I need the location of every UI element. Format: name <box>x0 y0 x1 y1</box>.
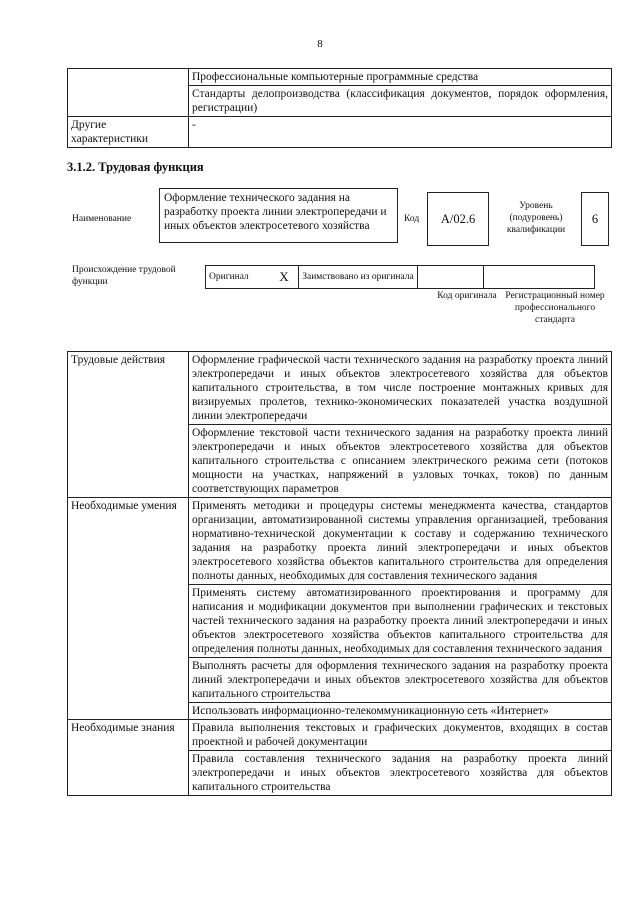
table-row <box>68 498 612 585</box>
code-original-caption: Код оригинала <box>437 291 497 301</box>
top-continuation-table <box>67 68 612 148</box>
group-label: Необходимые знания <box>68 720 189 796</box>
table-row <box>68 69 612 86</box>
row-label <box>68 69 189 117</box>
function-details-table <box>67 351 612 796</box>
table-cell: Выполнять расчеты для оформления технического задания на разработку проекта линий электропередачи и иных объектов электросетевого хозяйства для объектов капитального строительства <box>189 658 612 703</box>
level-value-box: 6 <box>581 192 609 246</box>
function-name-box: Оформление технического задания на разработку проекта линии электропередачи и иных объектов электросетевого хозяйства <box>159 188 398 243</box>
reg-number-cell <box>484 266 595 289</box>
table-row <box>68 720 612 751</box>
name-label: Наименование <box>72 214 132 224</box>
code-label: Код <box>404 214 420 224</box>
origin-table <box>205 265 595 289</box>
original-cell: Оригинал <box>206 266 271 289</box>
level-label: Уровень (подуровень) квалификации <box>506 201 566 235</box>
table-cell: Стандарты делопроизводства (классификация документов, порядок оформления, регистрации) <box>189 86 612 117</box>
code-original-cell <box>418 266 484 289</box>
borrowed-cell: Заимствовано из оригинала <box>299 266 418 289</box>
table-cell: Применять систему автоматизированного проектирования и программу для написания и модификации документов при выполнении графических и текстовых частей технического задания на разработку проекта линий электропередачи и иных объектов электросетевого хозяйства объектов капитального строительства для определения полноты данных, необходимых для составления технического задания <box>189 585 612 658</box>
original-mark: X <box>270 266 299 289</box>
table-cell: Правила выполнения текстовых и графических документов, входящих в состав проектной и рабочей документации <box>189 720 612 751</box>
reg-number-caption: Регистрационный номер профессионального стандарта <box>505 291 605 325</box>
table-cell: Оформление графической части технического задания на разработку проекта линий электропередачи и иных объектов электросетевого хозяйства для объектов капитального строительства, в том числе построение монтажных кривых для визируемых пролетов, технико-экономических показателей участка воздушной линии электропередачи <box>189 352 612 425</box>
table-row <box>68 117 612 148</box>
page-number: 8 <box>317 38 323 50</box>
function-code-box: A/02.6 <box>427 192 489 246</box>
table-row <box>206 266 595 289</box>
table-cell: Применять методики и процедуры системы менеджмента качества, стандартов организации, автоматизированной системы управления организацией, требования нормативно-технической документации к составу и содержанию технического задания на разработку проекта линий электропередачи и иных объектов электросетевого хозяйства объектов капитального строительства для определения полноты данных, необходимых для составления технического задания <box>189 498 612 585</box>
table-cell: Использовать информационно-телекоммуникационную сеть «Интернет» <box>189 703 612 720</box>
group-label: Необходимые умения <box>68 498 189 720</box>
row-label: Другие характеристики <box>68 117 189 148</box>
section-title: 3.1.2. Трудовая функция <box>67 160 204 174</box>
table-cell: Правила составления технического задания на разработку проекта линий электропередачи и иных объектов электросетевого хозяйства для объектов капитального строительства <box>189 751 612 796</box>
group-label: Трудовые действия <box>68 352 189 498</box>
table-cell: - <box>189 117 612 148</box>
origin-label: Происхождение трудовой функции <box>72 265 176 287</box>
table-cell: Профессиональные компьютерные программные средства <box>189 69 612 86</box>
table-cell: Оформление текстовой части технического задания на разработку проекта линий электропередачи и иных объектов электросетевого хозяйства для объектов капитального строительства с описанием электрического режима сети (потоков мощности на участках, напряжений в узловых точках, токов) по данным соответствующих параметров <box>189 425 612 498</box>
table-row <box>68 352 612 425</box>
